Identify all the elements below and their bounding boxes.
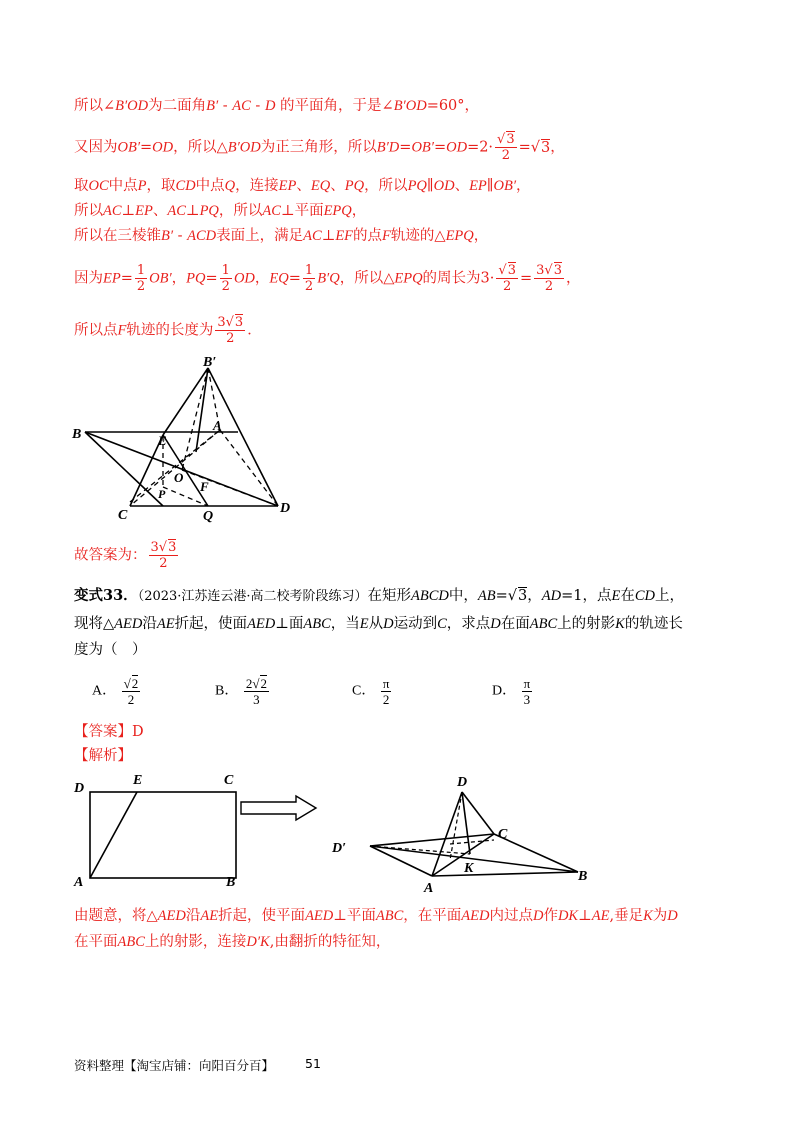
solution-line-4: 所以AC⊥EP、AC⊥PQ，所以AC⊥平面EPQ， (74, 203, 367, 219)
option-d[interactable]: D． $\frac{\pi}{3}$ (492, 676, 531, 707)
label-f: F (200, 479, 209, 494)
fold-label-b: B (578, 869, 588, 884)
problem-line-2: 现将△AED沿AE折起，使面AED⊥面ABC，当E从D运动到C，求点D在面ABC上的射影K的轨迹长 (74, 616, 683, 632)
rect-label-e: E (133, 773, 143, 788)
solution-line-2: 又因为OB′=OD，所以△B′OD为正三角形，所以B′D=OB′=OD=2· $\frac{√3}{2}$ =√3， (74, 132, 565, 163)
label-o: O (174, 470, 184, 485)
fold-figure (70, 768, 610, 894)
solution-line-6: 因为EP= $\frac{1}{2}$ OB′，PQ= $\frac{1}{2}$ OD，EQ= $\frac{1}{2}$ B′Q，所以△EPQ的周长为3· $\frac{√3}{2}$ = $\frac{3√3}{2}$ ， (74, 263, 581, 294)
option-c[interactable]: C． $\frac{\pi}{2}$ (352, 676, 390, 707)
label-c: C (118, 508, 128, 523)
label-q: Q (203, 509, 214, 524)
analysis-line-2: 在平面ABC上的射影，连接D′K,由翻折的特征知， (74, 934, 391, 950)
analysis-line-1: 由题意，将△AED沿AE折起，使平面AED⊥平面ABC，在平面AED内过点D作DK⊥AE,垂足K为D (74, 908, 678, 924)
fold-label-c: C (498, 827, 508, 842)
solution-line-7: 所以点F轨迹的长度为 $\frac{3√3}{2}$ ． (74, 315, 262, 346)
right-arrow-icon (241, 796, 316, 820)
rect-label-b: B (226, 875, 236, 890)
label-d: D (280, 501, 291, 516)
fold-label-dprime: D′ (332, 841, 347, 856)
fold-label-d: D (457, 775, 468, 790)
problem-number: 变式33． (74, 587, 138, 604)
fold-label-k: K (464, 861, 474, 876)
answer-line: 【答案】D (74, 724, 144, 740)
solution-line-1: 所以∠B′OD为二面角B′ ‐ AC ‐ D 的平面角，于是∠B′OD=60°， (74, 98, 480, 114)
page-number: 51 (305, 1056, 321, 1071)
option-a[interactable]: A． $\frac{√2}{2}$ (92, 676, 139, 707)
label-p: P (158, 487, 166, 501)
rect-label-c: C (224, 773, 234, 788)
problem-source: （2023·江苏连云港·高二校考阶段练习） (137, 589, 368, 604)
problem-line-3: 度为（ ） (74, 642, 147, 658)
option-b[interactable]: B． $\frac{2√2}{3}$ (215, 676, 267, 707)
solution-line-5: 所以在三棱锥B′ ‐ ACD表面上，满足AC⊥EF的点F轨迹的△EPQ， (74, 228, 489, 244)
solution-line-3: 取OC中点P，取CD中点Q，连接EP、EQ、PQ，所以PQ∥OD、EP∥OB′， (74, 178, 531, 194)
rect-label-d: D (74, 781, 85, 796)
rect-label-a: A (74, 875, 84, 890)
prev-answer: 故答案为： $\frac{3√3}{2}$ (74, 540, 177, 571)
analysis-tag: 【解析】 (74, 748, 132, 764)
label-b: B (72, 427, 82, 442)
label-bprime: B′ (203, 355, 217, 370)
fold-label-a: A (424, 881, 434, 894)
label-e: E (158, 433, 167, 448)
pyramid-figure (70, 352, 310, 524)
problem-line-1: 变式33．（2023·江苏连云港·高二校考阶段练习）在矩形ABCD中，AB=√3，AD=1，点E在CD上， (74, 587, 684, 604)
label-a: A (213, 418, 222, 433)
footer-text: 资料整理【淘宝店铺：向阳百分百】 (74, 1058, 275, 1073)
